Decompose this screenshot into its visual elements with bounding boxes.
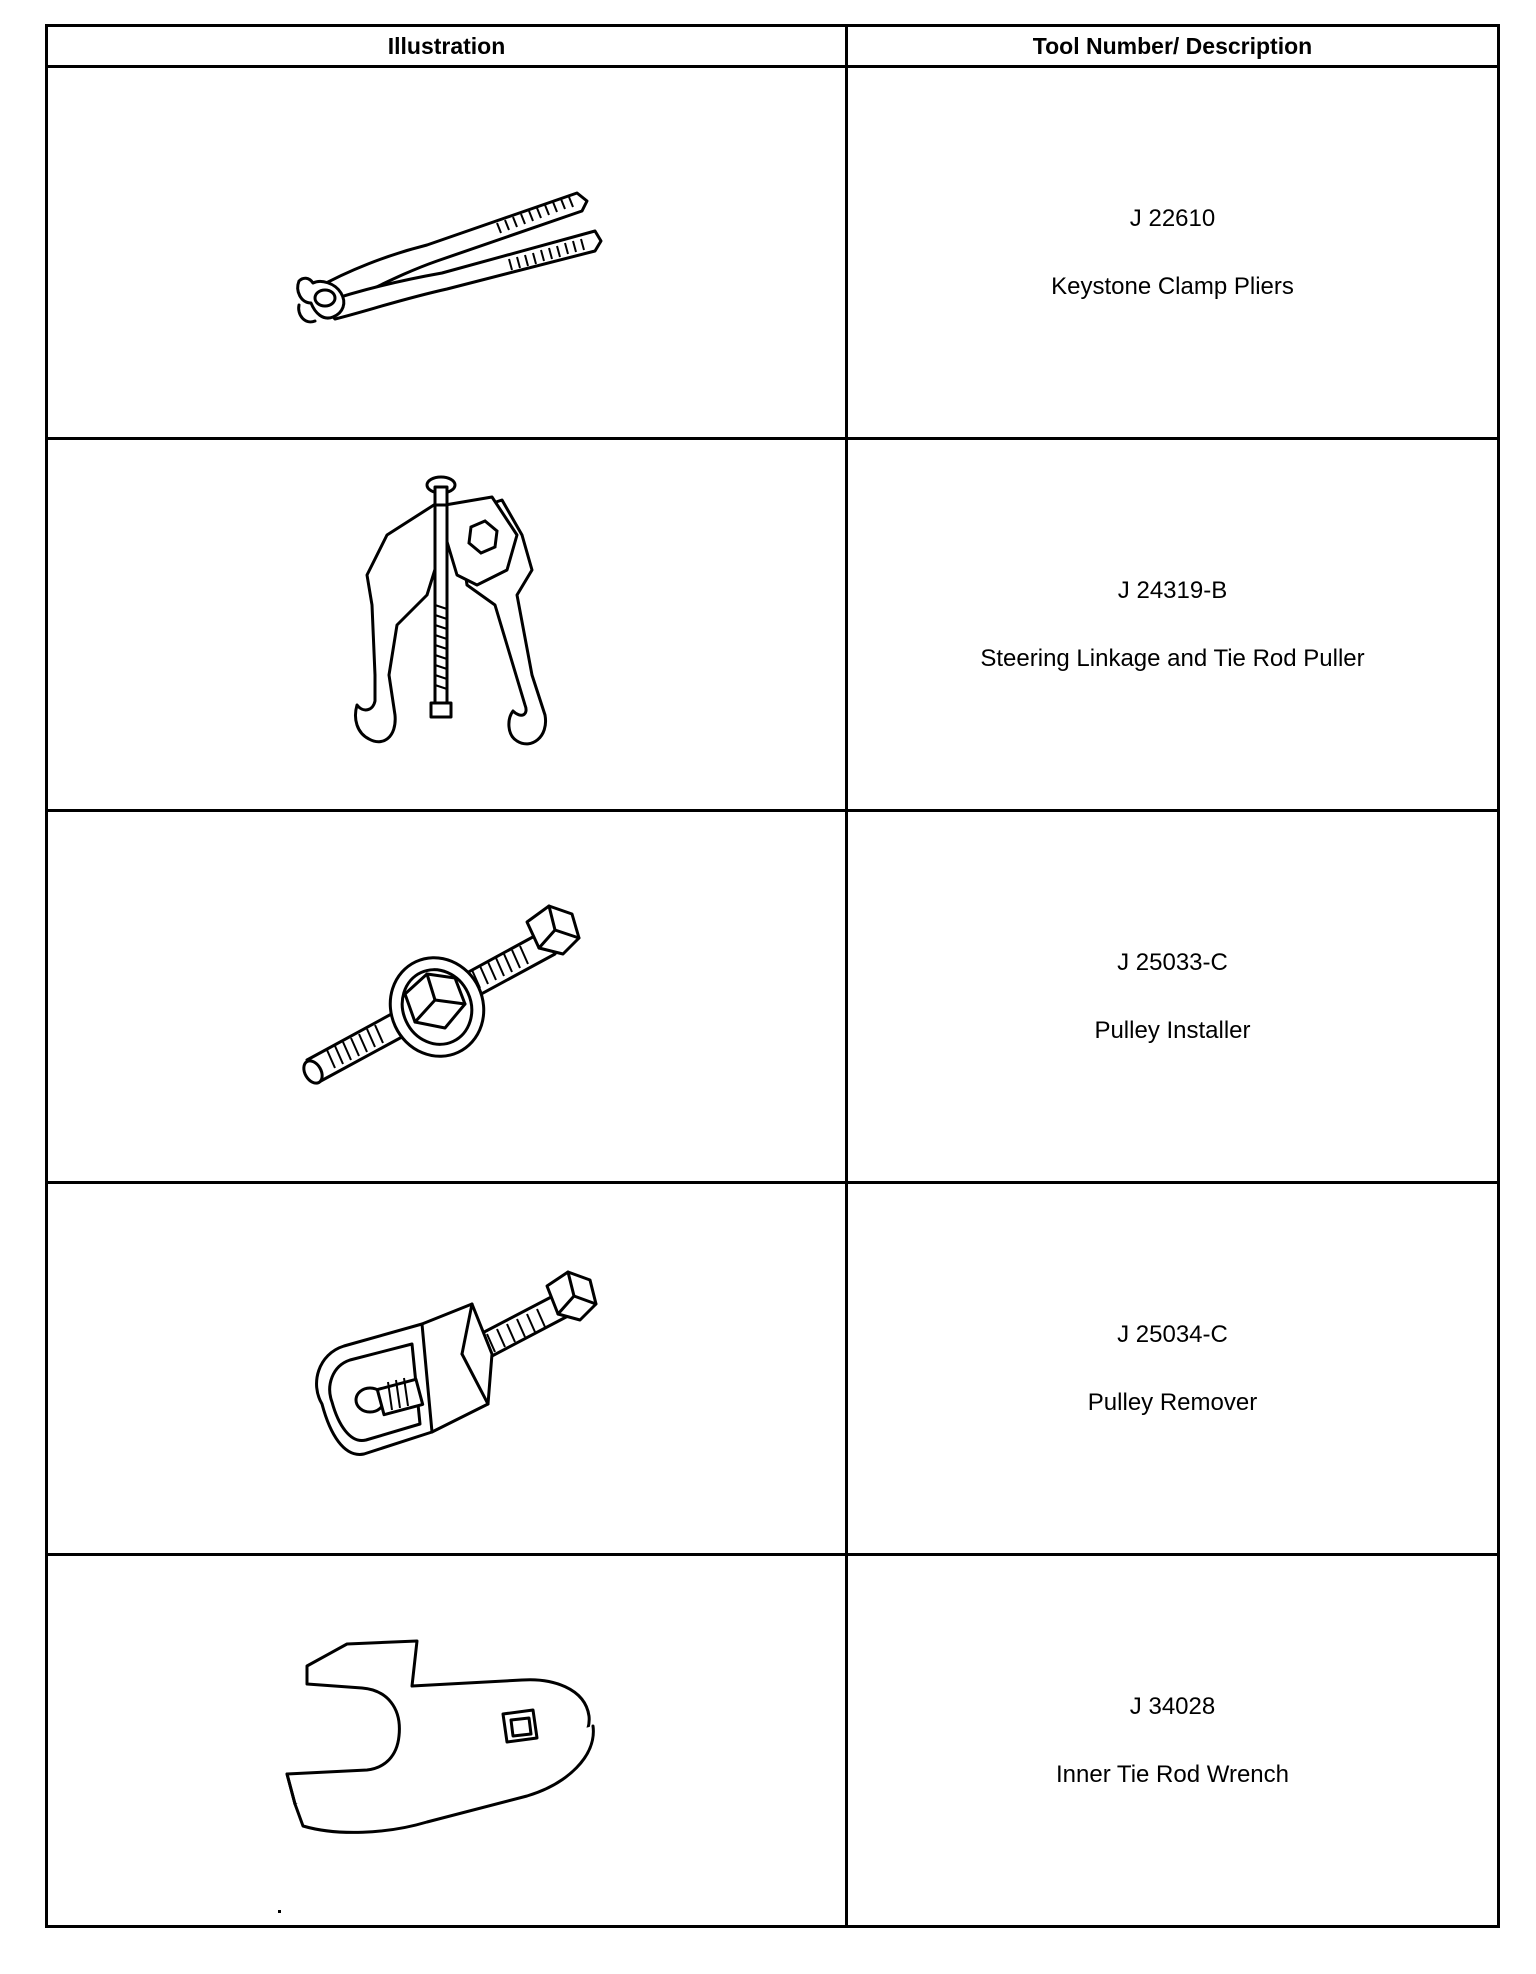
- table-row: [47, 1183, 1499, 1555]
- inner-tie-rod-wrench-icon: [267, 1626, 627, 1856]
- illustration-cell: [47, 1183, 847, 1555]
- tool-description: Pulley Installer: [1094, 1016, 1251, 1044]
- table-row: [47, 67, 1499, 439]
- tool-number: J 25033-C: [1117, 948, 1228, 976]
- description-cell: [847, 439, 1499, 811]
- header-illustration: Illustration: [47, 26, 847, 67]
- table-header-row: [47, 26, 1499, 67]
- keystone-clamp-pliers-icon: [277, 153, 617, 353]
- tie-rod-puller-icon: [317, 475, 577, 775]
- table-row: [47, 439, 1499, 811]
- table-row: [47, 1555, 1499, 1927]
- illustration-cell: [47, 67, 847, 439]
- description-cell: [847, 67, 1499, 439]
- pulley-installer-icon: [287, 892, 607, 1102]
- table-row: [47, 811, 1499, 1183]
- tool-description: Pulley Remover: [1087, 1388, 1258, 1416]
- tool-number: J 34028: [1129, 1692, 1216, 1720]
- special-tools-table: [45, 24, 1500, 1928]
- tool-description: Inner Tie Rod Wrench: [1055, 1760, 1289, 1788]
- illustration-cell: [47, 811, 847, 1183]
- description-cell: [847, 1183, 1499, 1555]
- tool-number: J 24319-B: [1117, 576, 1228, 604]
- description-cell: [847, 1555, 1499, 1927]
- pulley-remover-icon: [292, 1264, 602, 1474]
- tool-number: J 22610: [1129, 204, 1216, 232]
- illustration-cell: [47, 439, 847, 811]
- tool-number: J 25034-C: [1117, 1320, 1228, 1348]
- description-cell: [847, 811, 1499, 1183]
- illustration-cell: [47, 1555, 847, 1927]
- header-tool-number-description: Tool Number/ Description: [847, 26, 1499, 67]
- scan-speck: [278, 1910, 281, 1913]
- tool-description: Steering Linkage and Tie Rod Puller: [980, 644, 1365, 672]
- tool-description: Keystone Clamp Pliers: [1051, 272, 1294, 300]
